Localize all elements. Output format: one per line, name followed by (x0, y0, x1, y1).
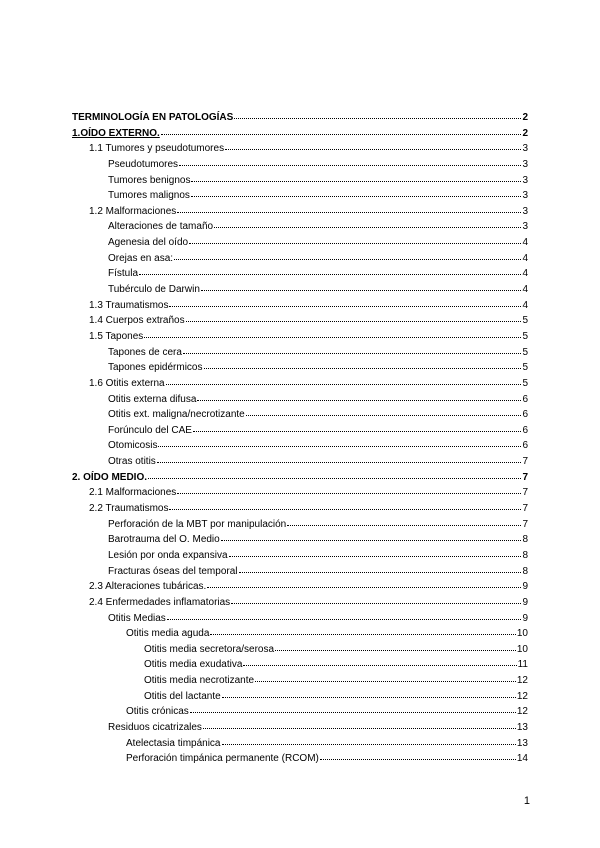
toc-dot-leader (144, 329, 521, 339)
toc-entry[interactable] (72, 595, 528, 611)
toc-entry-title: Otitis crónicas (126, 706, 189, 718)
toc-entry-title: Otitis del lactante (144, 690, 221, 702)
toc-entry-title: Pseudotumores (108, 158, 179, 170)
toc-entry-title: Forúnculo del CAE (108, 424, 192, 436)
toc-entry-page: 13 (516, 721, 528, 733)
toc-entry[interactable] (72, 345, 528, 361)
toc-entry-title: 1.1 Tumores y pseudotumores (89, 143, 225, 155)
toc-entry-page: 12 (516, 675, 528, 687)
toc-dot-leader (255, 673, 516, 683)
toc-entry[interactable] (72, 532, 528, 548)
toc-entry-title: 2.3 Alteraciones tubáricas. (89, 581, 207, 593)
toc-entry-title: Perforación de la MBT por manipulación (108, 518, 287, 530)
toc-entry-page: 6 (522, 393, 528, 405)
toc-dot-leader (161, 126, 522, 136)
toc-dot-leader (222, 689, 516, 699)
toc-entry-title: 1.3 Traumatismos (89, 299, 169, 311)
toc-dot-leader (191, 173, 521, 183)
toc-entry-title: Otitis media necrotizante (144, 675, 255, 687)
toc-dot-leader (139, 266, 521, 276)
toc-entry[interactable] (72, 548, 528, 564)
toc-entry[interactable] (72, 407, 528, 423)
toc-entry-title: 2.1 Malformaciones (89, 487, 177, 499)
toc-entry-title: Otitis media exudativa (144, 659, 243, 671)
toc-entry-page: 4 (522, 252, 528, 264)
toc-entry-page: 6 (522, 440, 528, 452)
toc-entry-title: Otitis ext. maligna/necrotizante (108, 409, 245, 421)
toc-entry-title: Otras otitis (108, 456, 156, 468)
toc-entry-page: 14 (516, 753, 528, 765)
toc-dot-leader (201, 282, 522, 292)
toc-entry[interactable] (72, 188, 528, 204)
toc-entry[interactable] (72, 720, 528, 736)
toc-entry-page: 2 (522, 112, 528, 123)
toc-entry[interactable] (72, 454, 528, 470)
toc-entry[interactable] (72, 173, 528, 189)
toc-entry-page: 3 (522, 143, 528, 155)
toc-entry[interactable] (72, 204, 528, 220)
toc-entry-page: 5 (522, 377, 528, 389)
toc-entry-title: Otitis externa difusa (108, 393, 197, 405)
toc-entry-page: 12 (516, 690, 528, 702)
toc-entry-page: 3 (522, 190, 528, 202)
toc-entry-page: 8 (522, 565, 528, 577)
toc-entry-page: 7 (522, 518, 528, 530)
toc-entry-title: 2. OÍDO MEDIO. (72, 471, 148, 483)
toc-dot-leader (207, 579, 521, 589)
toc-dot-leader (179, 157, 521, 167)
toc-entry[interactable] (72, 376, 528, 392)
toc-entry-page: 8 (522, 549, 528, 561)
toc-dot-leader (157, 454, 522, 464)
toc-dot-leader (320, 751, 516, 761)
toc-entry-title: Orejas en asa: (108, 252, 174, 264)
toc-entry[interactable] (72, 251, 528, 267)
toc-entry-page: 3 (522, 205, 528, 217)
toc-entry-page: 10 (516, 628, 528, 640)
toc-entry-title: Tumores benignos (108, 174, 191, 186)
toc-entry-page: 5 (522, 362, 528, 374)
toc-entry[interactable] (72, 704, 528, 720)
toc-entry-page: 5 (522, 330, 528, 342)
toc-entry[interactable] (72, 329, 528, 345)
toc-entry[interactable] (72, 219, 528, 235)
toc-dot-leader (166, 376, 522, 386)
toc-entry[interactable] (72, 642, 528, 658)
toc-entry[interactable] (72, 564, 528, 580)
toc-entry-title: Lesión por onda expansiva (108, 549, 228, 561)
toc-entry[interactable] (72, 517, 528, 533)
toc-dot-leader (186, 313, 522, 323)
toc-dot-leader (203, 720, 516, 730)
toc-entry[interactable] (72, 470, 528, 486)
toc-entry-title: Fístula (108, 268, 139, 280)
toc-dot-leader (197, 392, 521, 402)
toc-entry-page: 3 (522, 221, 528, 233)
toc-entry[interactable] (72, 673, 528, 689)
toc-entry-title: Residuos cicatrizales (108, 721, 202, 733)
toc-dot-leader (287, 517, 521, 527)
toc-entry[interactable] (72, 266, 528, 282)
toc-entry-page: 4 (522, 284, 528, 296)
toc-entry-title: Barotrauma del O. Medio (108, 534, 220, 546)
toc-entry-page: 4 (522, 299, 528, 311)
toc-dot-leader (167, 611, 522, 621)
toc-entry[interactable] (72, 657, 528, 673)
toc-entry-page: 6 (522, 409, 528, 421)
toc-entry-page: 11 (517, 659, 528, 671)
toc-entry[interactable] (72, 298, 528, 314)
toc-dot-leader (177, 485, 521, 495)
toc-dot-leader (225, 141, 521, 151)
toc-dot-leader (275, 642, 516, 652)
toc-entry-title: 2.4 Enfermedades inflamatorias (89, 596, 231, 608)
toc-entry-page: 2 (522, 127, 528, 139)
toc-entry[interactable] (72, 110, 528, 126)
toc-dot-leader (169, 298, 521, 308)
toc-entry-title: 1.6 Otitis externa (89, 377, 165, 389)
toc-dot-leader (193, 423, 522, 433)
toc-dot-leader (210, 626, 515, 636)
toc-entry-page: 4 (522, 268, 528, 280)
toc-entry[interactable] (72, 423, 528, 439)
toc-dot-leader (189, 235, 521, 245)
toc-entry[interactable] (72, 282, 528, 298)
toc-entry-title: Atelectasia timpánica (126, 737, 221, 749)
toc-entry-title: Alteraciones de tamaño (108, 221, 214, 233)
toc-entry-page: 9 (522, 596, 528, 608)
toc-entry[interactable] (72, 157, 528, 173)
toc-entry-title: 1.5 Tapones (89, 330, 144, 342)
toc-entry-page: 7 (522, 487, 528, 499)
toc-entry-title: Otitis media secretora/serosa (144, 643, 275, 655)
toc-entry-title: Tapones de cera (108, 346, 182, 358)
toc-dot-leader (183, 345, 521, 355)
toc-entry-title: Otomicosis (108, 440, 158, 452)
toc-entry[interactable] (72, 485, 528, 501)
toc-dot-leader (231, 595, 521, 605)
toc-entry[interactable] (72, 438, 528, 454)
toc-entry-page: 9 (522, 581, 528, 593)
toc-entry[interactable] (72, 360, 528, 376)
toc-entry-page: 8 (522, 534, 528, 546)
toc-entry[interactable] (72, 501, 528, 517)
toc-entry-title: Tubérculo de Darwin (108, 284, 200, 296)
toc-entry-page: 3 (522, 174, 528, 186)
toc-entry-page: 10 (516, 643, 528, 655)
toc-dot-leader (158, 438, 521, 448)
toc-entry[interactable] (72, 689, 528, 705)
toc-entry-title: Fracturas óseas del temporal (108, 565, 238, 577)
toc-entry-title: Perforación timpánica permanente (RCOM) (126, 753, 319, 765)
toc-entry[interactable] (72, 611, 528, 627)
toc-dot-leader (222, 736, 516, 746)
toc-entry[interactable] (72, 141, 528, 157)
toc-entry-page: 5 (522, 315, 528, 327)
toc-entry-page: 12 (516, 706, 528, 718)
page-number: 1 (523, 795, 530, 807)
toc-dot-leader (243, 657, 516, 667)
toc-entry-title: Agenesia del oído (108, 237, 189, 249)
toc-entry-title: Otitis media aguda (126, 628, 210, 640)
toc-dot-leader (234, 110, 521, 120)
toc-entry-title: 1.2 Malformaciones (89, 205, 177, 217)
toc-dot-leader (229, 548, 522, 558)
toc-dot-leader (214, 219, 521, 229)
toc-entry-title: Tapones epidérmicos (108, 362, 203, 374)
table-of-contents (72, 110, 528, 767)
toc-dot-leader (246, 407, 522, 417)
toc-entry[interactable] (72, 579, 528, 595)
toc-entry-page: 9 (522, 612, 528, 624)
toc-entry-page: 6 (522, 424, 528, 436)
toc-entry-page: 5 (522, 346, 528, 358)
toc-entry[interactable] (72, 313, 528, 329)
toc-entry-title: 1.OÍDO EXTERNO. (72, 127, 160, 139)
toc-entry[interactable] (72, 392, 528, 408)
toc-dot-leader (239, 564, 522, 574)
toc-entry-page: 13 (516, 737, 528, 749)
toc-entry-title: Tumores malignos (108, 190, 190, 202)
toc-entry-page: 7 (522, 456, 528, 468)
toc-entry[interactable] (72, 126, 528, 142)
toc-dot-leader (191, 188, 522, 198)
toc-dot-leader (174, 251, 521, 261)
toc-entry-title: 1.4 Cuerpos extraños (89, 315, 185, 327)
toc-dot-leader (148, 470, 521, 480)
toc-entry[interactable] (72, 736, 528, 752)
toc-dot-leader (221, 532, 522, 542)
toc-entry[interactable] (72, 235, 528, 251)
toc-dot-leader (190, 704, 516, 714)
toc-entry-page: 4 (522, 237, 528, 249)
toc-dot-leader (169, 501, 521, 511)
toc-entry-page: 3 (522, 158, 528, 170)
toc-entry[interactable] (72, 751, 528, 767)
toc-entry-title: Otitis Medias (108, 612, 166, 624)
toc-dot-leader (204, 360, 522, 370)
toc-dot-leader (177, 204, 521, 214)
toc-entry-page: 7 (522, 471, 528, 483)
toc-entry[interactable] (72, 626, 528, 642)
toc-entry-title: 2.2 Traumatismos (89, 503, 169, 515)
toc-entry-page: 7 (522, 503, 528, 515)
toc-entry-title: TERMINOLOGÍA EN PATOLOGÍAS (72, 112, 234, 123)
